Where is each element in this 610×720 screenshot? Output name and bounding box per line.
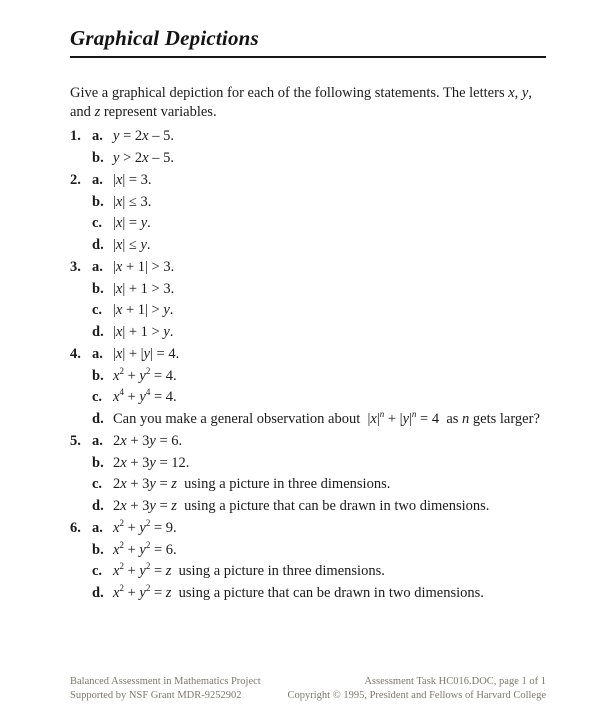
- part-label: c.: [92, 476, 103, 492]
- part-label: c.: [92, 215, 103, 231]
- part-label: b.: [92, 280, 104, 297]
- part-formula: $x^2 + y^2 = 4$.: [113, 365, 177, 384]
- problem-part-row: [70, 347, 575, 363]
- part-label: b.: [92, 193, 104, 210]
- footer-grant-line: Supported by NSF Grant MDR-9252902: [70, 689, 242, 701]
- part-formula: |x + 1| > 3.: [113, 259, 175, 275]
- part-formula: $x^4 + y^4 = 4$.: [113, 387, 177, 405]
- part-label: d.: [92, 410, 104, 427]
- problem-number: 1.: [70, 128, 81, 144]
- part-label: a.: [92, 346, 103, 362]
- problem-item: [70, 260, 575, 340]
- problem-part-row: [70, 561, 575, 580]
- problem-item: [70, 173, 575, 253]
- part-label: c.: [92, 302, 103, 318]
- part-label: b.: [92, 454, 104, 471]
- intro-paragraph: Give a graphical depiction for each of the following statements. The letters x, y, and z represent variables.: [70, 85, 532, 120]
- footer-left: [70, 675, 261, 702]
- problem-part-row: [70, 582, 575, 602]
- part-label: b.: [92, 541, 104, 558]
- part-formula: $x^2 + y^2 = z$ using a picture in three dimensions.: [113, 561, 385, 579]
- part-label: d.: [92, 584, 104, 601]
- part-label: c.: [92, 563, 103, 579]
- part-formula: y > 2x – 5.: [113, 149, 174, 166]
- part-label: c.: [92, 389, 103, 405]
- part-formula: Can you make a general observation about $|x|^n + |y|^n = 4$ as n gets larger?: [113, 408, 540, 427]
- part-formula: |x + 1| > y.: [113, 302, 174, 318]
- part-formula: |x| ≤ 3.: [113, 193, 152, 210]
- part-formula: 2x + 3y = z using a picture in three dimensions.: [113, 476, 391, 492]
- problem-part-row: [70, 408, 575, 428]
- problem-part-row: [70, 238, 575, 254]
- problem-part-row: [70, 173, 575, 189]
- part-formula: 2x + 3y = z using a picture that can be drawn in two dimensions.: [113, 497, 490, 514]
- part-label: a.: [92, 520, 103, 536]
- part-formula: |x| = 3.: [113, 172, 152, 188]
- part-label: a.: [92, 433, 103, 449]
- problem-number: 6.: [70, 520, 81, 536]
- problem-part-row: [70, 216, 575, 232]
- part-formula: |x| + 1 > y.: [113, 323, 174, 340]
- problem-part-row: [70, 499, 575, 515]
- part-label: d.: [92, 236, 104, 253]
- problem-number: 3.: [70, 259, 81, 275]
- footer-task-line: Assessment Task HC016.DOC, page 1 of 1: [364, 676, 546, 687]
- problem-number: 2.: [70, 172, 81, 188]
- problem-part-row: [70, 456, 575, 472]
- problem-item: [70, 129, 575, 166]
- problem-part-row: [70, 260, 575, 276]
- problem-item: [70, 434, 575, 514]
- part-formula: 2x + 3y = 6.: [113, 433, 183, 449]
- part-label: a.: [92, 172, 103, 188]
- part-label: d.: [92, 497, 104, 514]
- problem-part-row: [70, 477, 575, 493]
- problem-part-row: [70, 387, 575, 406]
- part-formula: $x^2 + y^2 = 9$.: [113, 518, 177, 536]
- part-formula: y = 2x – 5.: [113, 128, 174, 144]
- part-formula: |x| + 1 > 3.: [113, 280, 175, 297]
- part-formula: |x| = y.: [113, 215, 151, 231]
- page-footer: [70, 675, 546, 702]
- part-formula: $x^2 + y^2 = z$ using a picture that can be drawn in two dimensions.: [113, 582, 484, 601]
- part-formula: 2x + 3y = 12.: [113, 454, 190, 471]
- part-formula: $x^2 + y^2 = 6$.: [113, 539, 177, 558]
- problem-part-row: [70, 303, 575, 319]
- problem-part-row: [70, 539, 575, 559]
- problem-part-row: [70, 325, 575, 341]
- problem-part-row: [70, 518, 575, 537]
- problem-part-row: [70, 195, 575, 211]
- problem-part-row: [70, 434, 575, 450]
- problem-item: [70, 347, 575, 427]
- part-label: a.: [92, 128, 103, 144]
- problem-part-row: [70, 282, 575, 298]
- problem-item: [70, 518, 575, 601]
- problem-part-row: [70, 365, 575, 385]
- footer-copyright-line: Copyright © 1995, President and Fellows of Harvard College: [287, 689, 546, 701]
- part-label: a.: [92, 259, 103, 275]
- problem-number: 5.: [70, 433, 81, 449]
- footer-right: [288, 675, 546, 702]
- page-title: Graphical Depictions: [70, 26, 546, 58]
- problem-list: [70, 129, 575, 608]
- part-label: b.: [92, 149, 104, 166]
- footer-project-line: Balanced Assessment in Mathematics Project: [70, 676, 261, 687]
- part-label: d.: [92, 323, 104, 340]
- part-label: b.: [92, 367, 104, 384]
- problem-part-row: [70, 129, 575, 145]
- problem-number: 4.: [70, 346, 81, 362]
- part-formula: |x| + |y| = 4.: [113, 346, 180, 362]
- part-formula: |x| ≤ y.: [113, 236, 151, 253]
- problem-part-row: [70, 151, 575, 167]
